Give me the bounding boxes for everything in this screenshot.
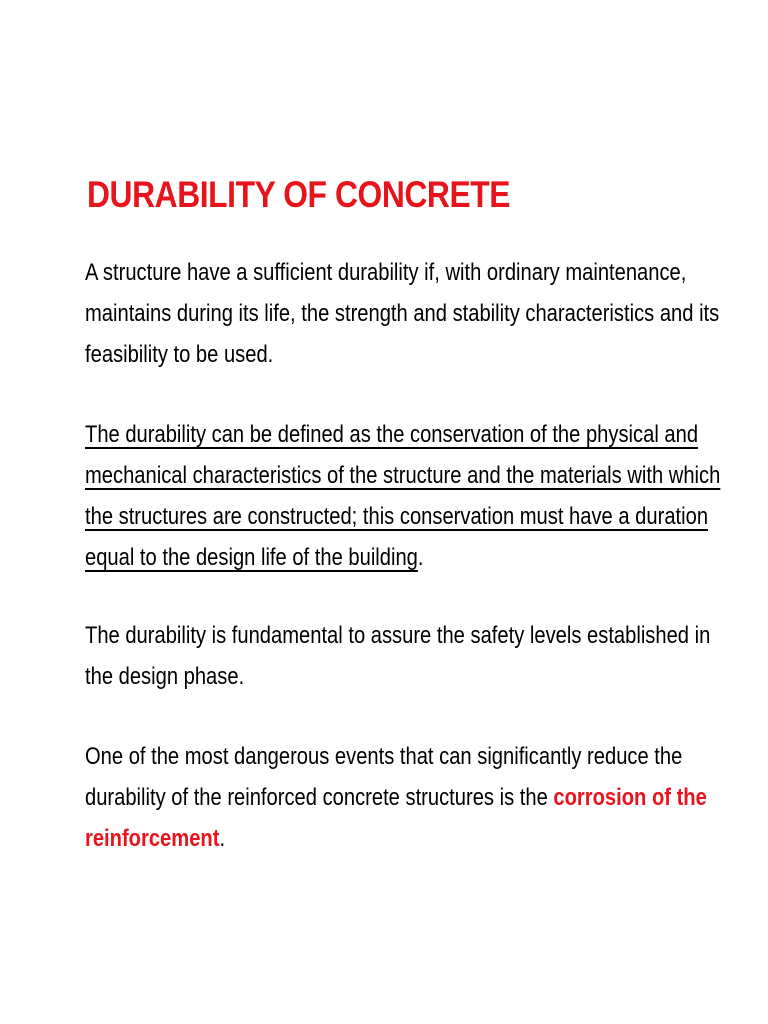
- highlighted-term: reinforcement: [85, 825, 220, 852]
- paragraph-line: [85, 496, 720, 537]
- paragraph-line: The durability is fundamental to assure the safety levels established in: [85, 622, 711, 649]
- page-title: DURABILITY OF CONCRETE: [87, 174, 511, 215]
- paragraph-line: [85, 777, 707, 818]
- paragraph-safety: [85, 615, 710, 697]
- underlined-text: mechanical characteristics of the structure and the materials with which: [85, 462, 721, 489]
- paragraph-line: A structure have a sufficient durability if, with ordinary maintenance,: [85, 259, 687, 286]
- paragraph-line: feasibility to be used.: [85, 341, 274, 368]
- highlighted-term: corrosion of the: [553, 784, 707, 811]
- paragraph-corrosion: [85, 736, 707, 859]
- paragraph-text: durability of the reinforced concrete structures is the: [85, 784, 554, 811]
- paragraph-definition: [85, 252, 719, 375]
- end-punctuation: .: [219, 825, 226, 852]
- underlined-text: the structures are constructed; this conservation must have a duration: [85, 503, 709, 530]
- paragraph-line: maintains during its life, the strength and stability characteristics and its: [85, 300, 720, 327]
- paragraph-line: [85, 414, 720, 455]
- paragraph-line: [85, 818, 707, 859]
- end-punctuation: .: [417, 544, 424, 571]
- paragraph-line: One of the most dangerous events that can significantly reduce the: [85, 743, 683, 770]
- underlined-text: equal to the design life of the building: [85, 544, 418, 571]
- paragraph-conservation: [85, 414, 720, 578]
- paragraph-line: the design phase.: [85, 663, 245, 690]
- paragraph-line: [85, 537, 720, 578]
- paragraph-line: [85, 455, 720, 496]
- underlined-text: The durability can be defined as the conservation of the physical and: [85, 421, 699, 448]
